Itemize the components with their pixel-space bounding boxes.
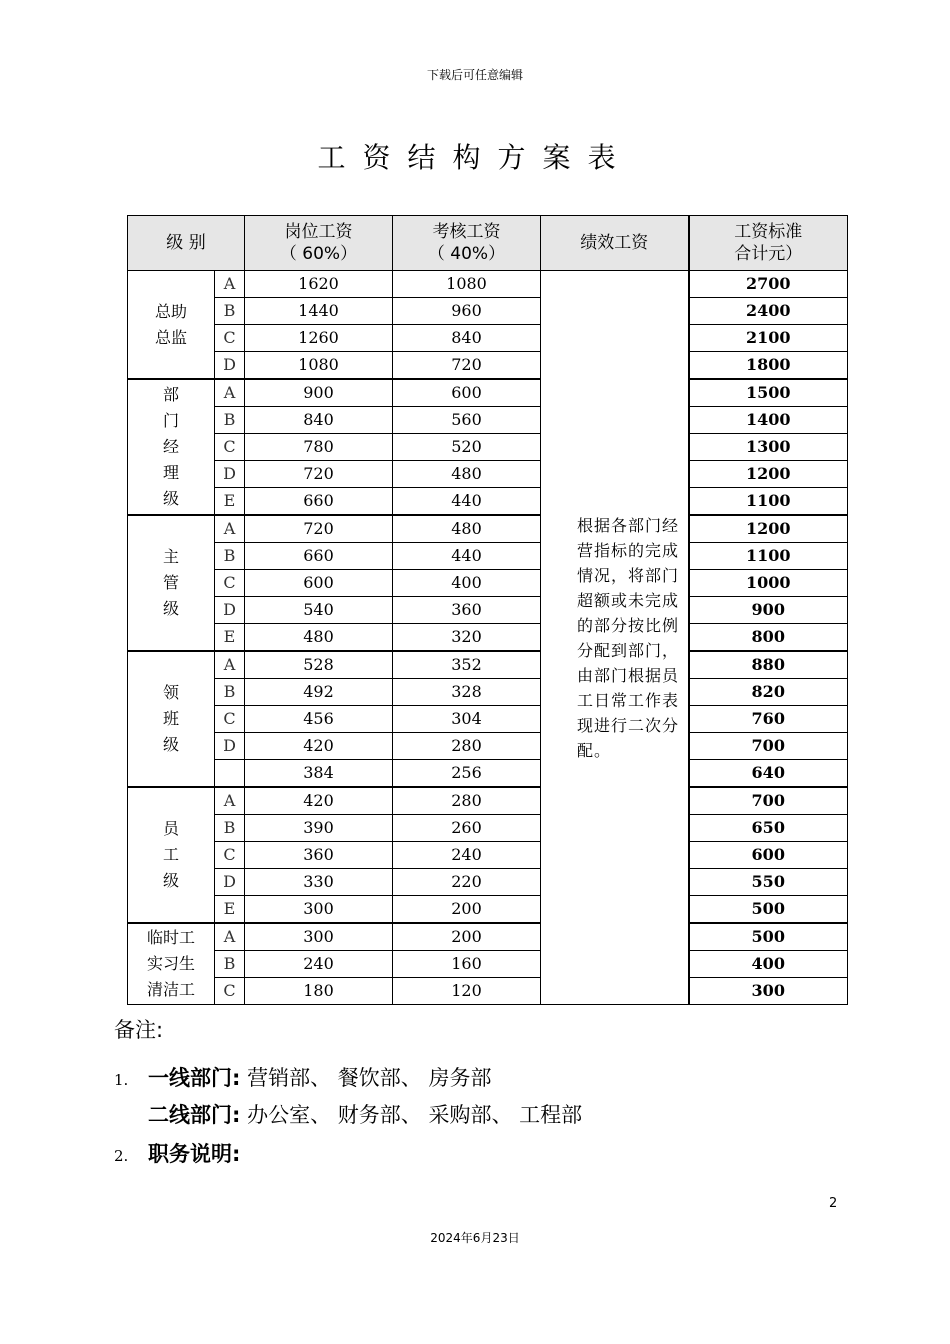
post-salary-cell: 540 [245, 597, 393, 624]
assess-salary-cell: 720 [393, 352, 541, 380]
grade-cell: C [215, 842, 245, 869]
total-salary-cell: 820 [689, 679, 848, 706]
header-total-salary [689, 216, 848, 271]
table-row [128, 515, 848, 543]
post-salary-cell: 1440 [245, 298, 393, 325]
table-row [128, 978, 848, 1005]
table-row [128, 461, 848, 488]
assess-salary-cell: 352 [393, 651, 541, 679]
table-header-row [128, 216, 848, 271]
note-item-1b [148, 1099, 582, 1129]
total-salary-cell: 640 [689, 760, 848, 788]
total-salary-cell: 1500 [689, 379, 848, 407]
assess-salary-cell: 256 [393, 760, 541, 788]
post-salary-cell: 180 [245, 978, 393, 1005]
post-salary-cell: 1080 [245, 352, 393, 380]
group-label-line: 员 [162, 819, 179, 838]
note-item-1b-text: 办公室、 财务部、 采购部、 工程部 [247, 1103, 583, 1127]
table-row [128, 923, 848, 951]
grade-cell: B [215, 298, 245, 325]
footer-date: 2024年6月23日 [430, 1231, 520, 1245]
post-salary-cell: 528 [245, 651, 393, 679]
group-label [128, 515, 215, 651]
total-salary-cell: 1400 [689, 407, 848, 434]
note-item-1b-label: 二线部门: [148, 1103, 241, 1127]
table-row [128, 434, 848, 461]
post-salary-cell: 780 [245, 434, 393, 461]
total-salary-cell: 1100 [689, 488, 848, 516]
group-label-line: 班 [162, 709, 179, 728]
grade-cell: A [215, 787, 245, 815]
table-row [128, 733, 848, 760]
post-salary-cell: 300 [245, 923, 393, 951]
total-salary-cell: 1200 [689, 461, 848, 488]
table-row [128, 842, 848, 869]
group-label-line: 工 [162, 845, 179, 864]
assess-salary-cell: 160 [393, 951, 541, 978]
post-salary-cell: 1620 [245, 271, 393, 298]
group-label-line: 级 [162, 599, 179, 618]
total-salary-cell: 800 [689, 624, 848, 652]
grade-cell: D [215, 869, 245, 896]
table-row [128, 379, 848, 407]
grade-cell: D [215, 597, 245, 624]
notes-heading: 备注: [114, 1018, 164, 1042]
post-salary-cell: 840 [245, 407, 393, 434]
table-row [128, 951, 848, 978]
assess-salary-cell: 120 [393, 978, 541, 1005]
grade-cell: C [215, 325, 245, 352]
group-label [128, 271, 215, 380]
grade-cell: A [215, 651, 245, 679]
group-label-line: 清洁工 [146, 980, 195, 999]
total-salary-cell: 550 [689, 869, 848, 896]
assess-salary-cell: 600 [393, 379, 541, 407]
grade-cell: A [215, 271, 245, 298]
post-salary-cell: 240 [245, 951, 393, 978]
table-row [128, 651, 848, 679]
total-salary-cell: 1000 [689, 570, 848, 597]
total-salary-cell: 300 [689, 978, 848, 1005]
table-row [128, 407, 848, 434]
group-label-line: 理 [162, 463, 179, 482]
assess-salary-cell: 360 [393, 597, 541, 624]
grade-cell: B [215, 679, 245, 706]
assess-salary-cell: 400 [393, 570, 541, 597]
note-item-1-label: 一线部门: [148, 1066, 241, 1090]
assess-salary-cell: 260 [393, 815, 541, 842]
note-item-2-number: 2. [114, 1147, 129, 1165]
header-level: 级 别 [128, 216, 245, 271]
post-salary-cell: 600 [245, 570, 393, 597]
header-total-salary-line1: 工资标准 [734, 222, 803, 242]
post-salary-cell: 900 [245, 379, 393, 407]
total-salary-cell: 880 [689, 651, 848, 679]
table-row [128, 597, 848, 624]
assess-salary-cell: 240 [393, 842, 541, 869]
grade-cell: D [215, 733, 245, 760]
table-body [128, 271, 848, 1005]
grade-cell: E [215, 624, 245, 652]
table-row [128, 543, 848, 570]
total-salary-cell: 1100 [689, 543, 848, 570]
assess-salary-cell: 328 [393, 679, 541, 706]
grade-cell: B [215, 543, 245, 570]
page-header: 下载后可任意编辑 [426, 68, 523, 82]
assess-salary-cell: 220 [393, 869, 541, 896]
header-assess-salary [393, 216, 541, 271]
grade-cell: E [215, 896, 245, 924]
table-row [128, 298, 848, 325]
note-item-1-number: 1. [114, 1071, 129, 1089]
assess-salary-cell: 304 [393, 706, 541, 733]
post-salary-cell: 330 [245, 869, 393, 896]
total-salary-cell: 400 [689, 951, 848, 978]
performance-note: 根据各部门经营指标的完成情况，将部门超额或未完成的部分按比例分配到部门，由部门根据员工日常工作表现进行二次分配。 [541, 271, 689, 1005]
table-row [128, 896, 848, 924]
group-label-line: 级 [162, 735, 179, 754]
group-label-line: 经 [162, 437, 179, 456]
group-label-line: 实习生 [146, 954, 195, 973]
post-salary-cell: 720 [245, 461, 393, 488]
group-label-line: 门 [162, 411, 179, 430]
total-salary-cell: 760 [689, 706, 848, 733]
salary-structure-table [127, 215, 848, 1005]
post-salary-cell: 360 [245, 842, 393, 869]
assess-salary-cell: 480 [393, 515, 541, 543]
group-label-line: 级 [162, 871, 179, 890]
assess-salary-cell: 440 [393, 488, 541, 516]
note-item-1-text: 营销部、 餐饮部、 房务部 [247, 1066, 492, 1090]
note-item-1 [114, 1062, 491, 1092]
grade-cell: B [215, 815, 245, 842]
post-salary-cell: 300 [245, 896, 393, 924]
group-label [128, 787, 215, 923]
post-salary-cell: 660 [245, 488, 393, 516]
group-label [128, 923, 215, 1005]
grade-cell: E [215, 488, 245, 516]
assess-salary-cell: 840 [393, 325, 541, 352]
total-salary-cell: 1200 [689, 515, 848, 543]
total-salary-cell: 700 [689, 733, 848, 760]
assess-salary-cell: 480 [393, 461, 541, 488]
table-row [128, 624, 848, 652]
total-salary-cell: 2100 [689, 325, 848, 352]
assess-salary-cell: 280 [393, 787, 541, 815]
table-row [128, 488, 848, 516]
table-row [128, 352, 848, 380]
assess-salary-cell: 320 [393, 624, 541, 652]
table-row [128, 760, 848, 788]
header-performance-salary: 绩效工资 [541, 216, 689, 271]
header-assess-salary-line2: （ 40%） [427, 244, 506, 264]
assess-salary-cell: 560 [393, 407, 541, 434]
group-label-line: 总监 [154, 327, 187, 347]
total-salary-cell: 900 [689, 597, 848, 624]
assess-salary-cell: 1080 [393, 271, 541, 298]
grade-cell: D [215, 352, 245, 380]
assess-salary-cell: 200 [393, 896, 541, 924]
assess-salary-cell: 280 [393, 733, 541, 760]
total-salary-cell: 500 [689, 923, 848, 951]
group-label-line: 总助 [154, 301, 187, 321]
grade-cell: A [215, 923, 245, 951]
table-row [128, 706, 848, 733]
grade-cell: A [215, 379, 245, 407]
table-row [128, 679, 848, 706]
post-salary-cell: 660 [245, 543, 393, 570]
group-label-line: 级 [162, 489, 179, 508]
total-salary-cell: 2700 [689, 271, 848, 298]
group-label [128, 651, 215, 787]
post-salary-cell: 384 [245, 760, 393, 788]
grade-cell: A [215, 515, 245, 543]
post-salary-cell: 420 [245, 733, 393, 760]
post-salary-cell: 390 [245, 815, 393, 842]
group-label-line: 主 [162, 547, 179, 566]
grade-cell: C [215, 570, 245, 597]
post-salary-cell: 456 [245, 706, 393, 733]
header-post-salary [245, 216, 393, 271]
post-salary-cell: 492 [245, 679, 393, 706]
total-salary-cell: 500 [689, 896, 848, 924]
post-salary-cell: 420 [245, 787, 393, 815]
total-salary-cell: 650 [689, 815, 848, 842]
table-row [128, 869, 848, 896]
group-label-line: 临时工 [146, 928, 195, 947]
page-number: 2 [829, 1196, 838, 1211]
grade-cell: C [215, 434, 245, 461]
group-label-line: 部 [162, 385, 179, 404]
assess-salary-cell: 200 [393, 923, 541, 951]
group-label-line: 领 [162, 683, 179, 702]
page-title: 工资结构方案表 [317, 141, 633, 174]
grade-cell: C [215, 706, 245, 733]
total-salary-cell: 600 [689, 842, 848, 869]
assess-salary-cell: 440 [393, 543, 541, 570]
header-post-salary-line2: （ 60%） [279, 244, 358, 264]
table-row [128, 271, 848, 298]
grade-cell: B [215, 407, 245, 434]
total-salary-cell: 700 [689, 787, 848, 815]
grade-cell: D [215, 461, 245, 488]
grade-cell [215, 760, 245, 788]
group-label [128, 379, 215, 515]
table-row [128, 787, 848, 815]
assess-salary-cell: 960 [393, 298, 541, 325]
total-salary-cell: 1800 [689, 352, 848, 380]
post-salary-cell: 720 [245, 515, 393, 543]
note-item-2-label: 职务说明: [148, 1142, 241, 1166]
grade-cell: C [215, 978, 245, 1005]
group-label-line: 管 [162, 573, 179, 592]
header-post-salary-line1: 岗位工资 [284, 222, 353, 242]
header-total-salary-line2: 合计元） [734, 244, 803, 264]
assess-salary-cell: 520 [393, 434, 541, 461]
total-salary-cell: 1300 [689, 434, 848, 461]
post-salary-cell: 1260 [245, 325, 393, 352]
post-salary-cell: 480 [245, 624, 393, 652]
note-item-2 [114, 1138, 240, 1168]
header-assess-salary-line1: 考核工资 [432, 222, 501, 242]
total-salary-cell: 2400 [689, 298, 848, 325]
grade-cell: B [215, 951, 245, 978]
table-row [128, 325, 848, 352]
table-row [128, 570, 848, 597]
table-row [128, 815, 848, 842]
